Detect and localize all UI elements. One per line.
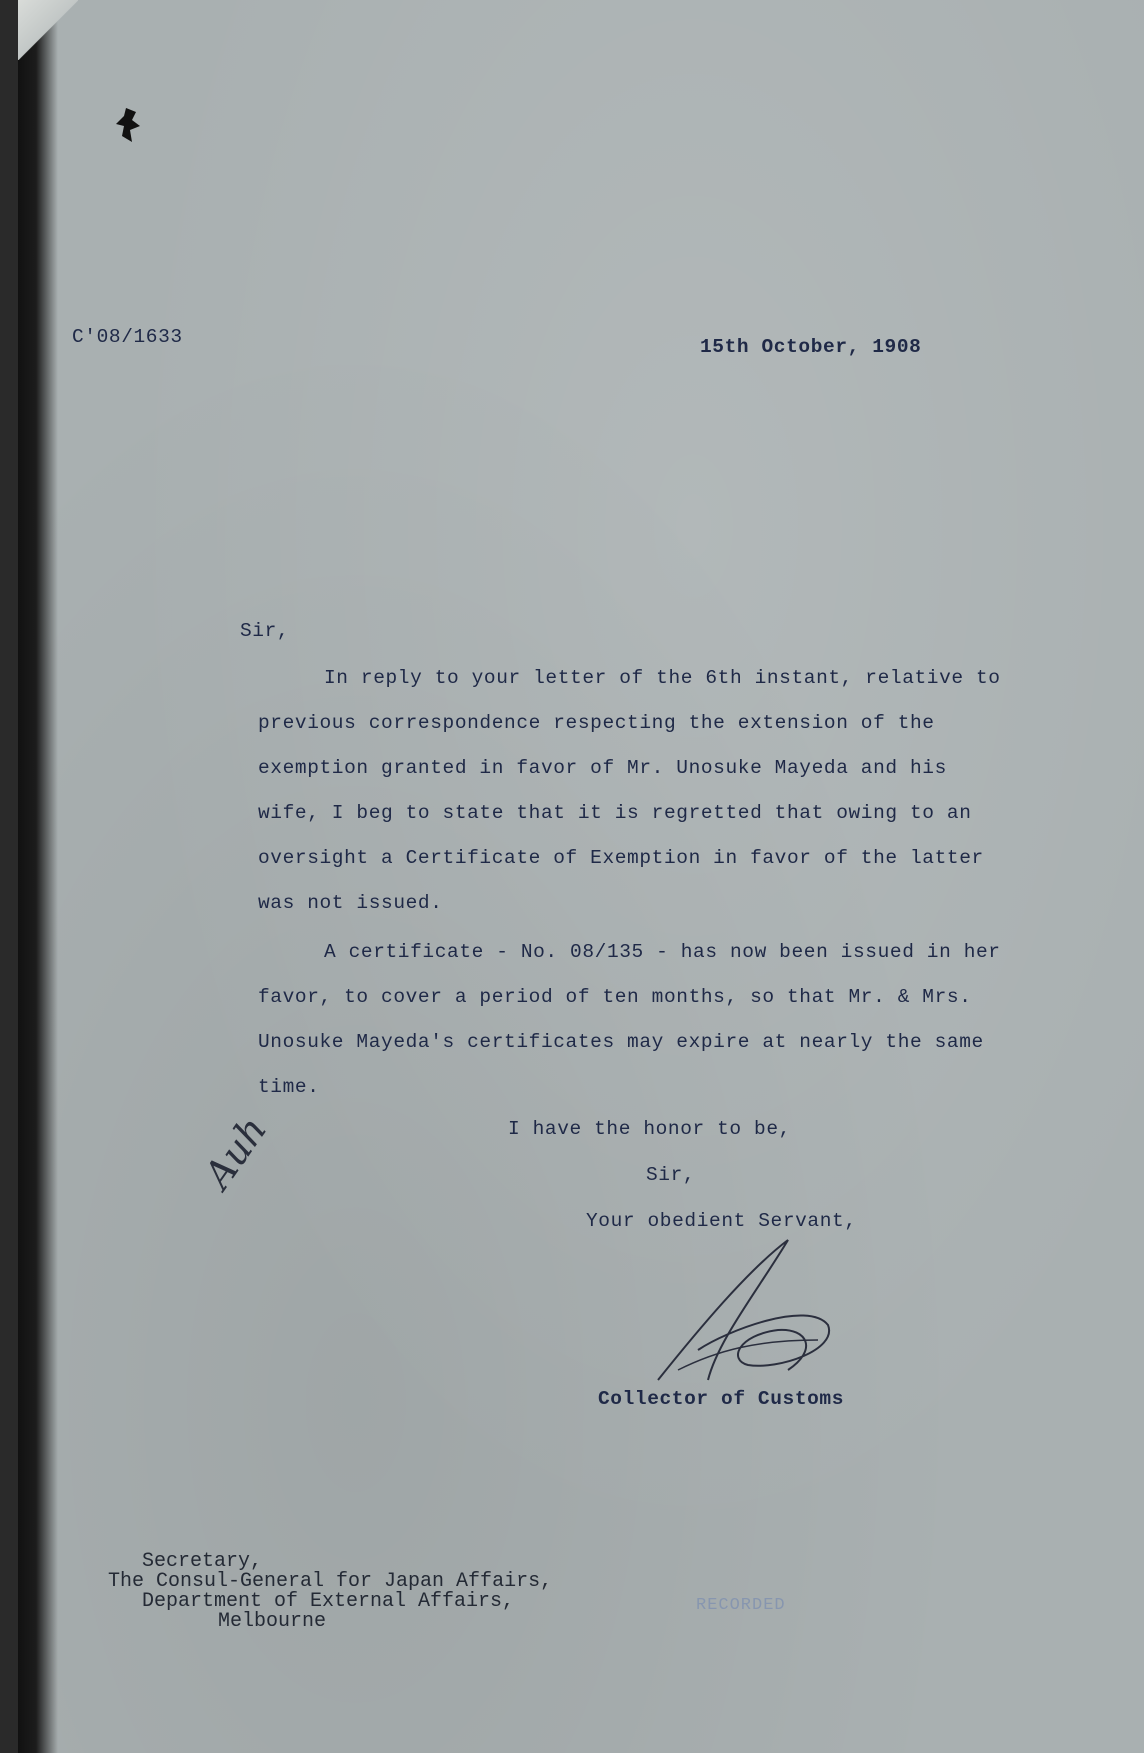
- paragraph-line: Unosuke Mayeda's certificates may expire at nearly the same: [258, 1031, 984, 1053]
- recorded-stamp: RECORDED: [696, 1596, 786, 1615]
- paragraph-line: was not issued.: [258, 892, 443, 914]
- address-line: Melbourne: [218, 1610, 327, 1633]
- paragraph-2: [258, 930, 1088, 1110]
- address-line: Secretary,: [142, 1550, 263, 1573]
- recipient-address: [108, 1552, 552, 1632]
- document-sheet: [18, 0, 1144, 1753]
- paper-corner: [18, 0, 78, 60]
- closing-line-1: I have the honor to be,: [508, 1118, 791, 1140]
- paragraph-line: A certificate - No. 08/135 - has now been issued in her: [324, 941, 1001, 963]
- torn-left-edge: [18, 0, 58, 1753]
- signatory-title: Collector of Customs: [598, 1388, 845, 1410]
- letter-date: 15th October, 1908: [700, 336, 922, 358]
- paragraph-line: In reply to your letter of the 6th instant, relative to: [324, 667, 1001, 689]
- paragraph-line: previous correspondence respecting the extension of the: [258, 712, 935, 734]
- closing-line-2: Sir,: [646, 1164, 696, 1186]
- signature: [638, 1230, 838, 1390]
- paragraph-line: exemption granted in favor of Mr. Unosuke Mayeda and his: [258, 757, 947, 779]
- paragraph-line: wife, I beg to state that it is regretted that owing to an: [258, 802, 972, 824]
- paragraph-line: favor, to cover a period of ten months, so that Mr. & Mrs.: [258, 986, 972, 1008]
- paragraph-line: oversight a Certificate of Exemption in favor of the latter: [258, 847, 984, 869]
- initials-annotation: [195, 1108, 292, 1212]
- address-line: The Consul-General for Japan Affairs,: [108, 1570, 553, 1593]
- ink-smudge-mark: [114, 106, 144, 146]
- reference-number: C'08/1633: [72, 326, 183, 348]
- initials-text: Auh: [195, 1108, 276, 1197]
- paragraph-1: [258, 656, 1088, 926]
- salutation: Sir,: [240, 620, 290, 642]
- address-line: Department of External Affairs,: [142, 1590, 515, 1613]
- closing-line-3: Your obedient Servant,: [586, 1210, 857, 1232]
- paragraph-line: time.: [258, 1076, 320, 1098]
